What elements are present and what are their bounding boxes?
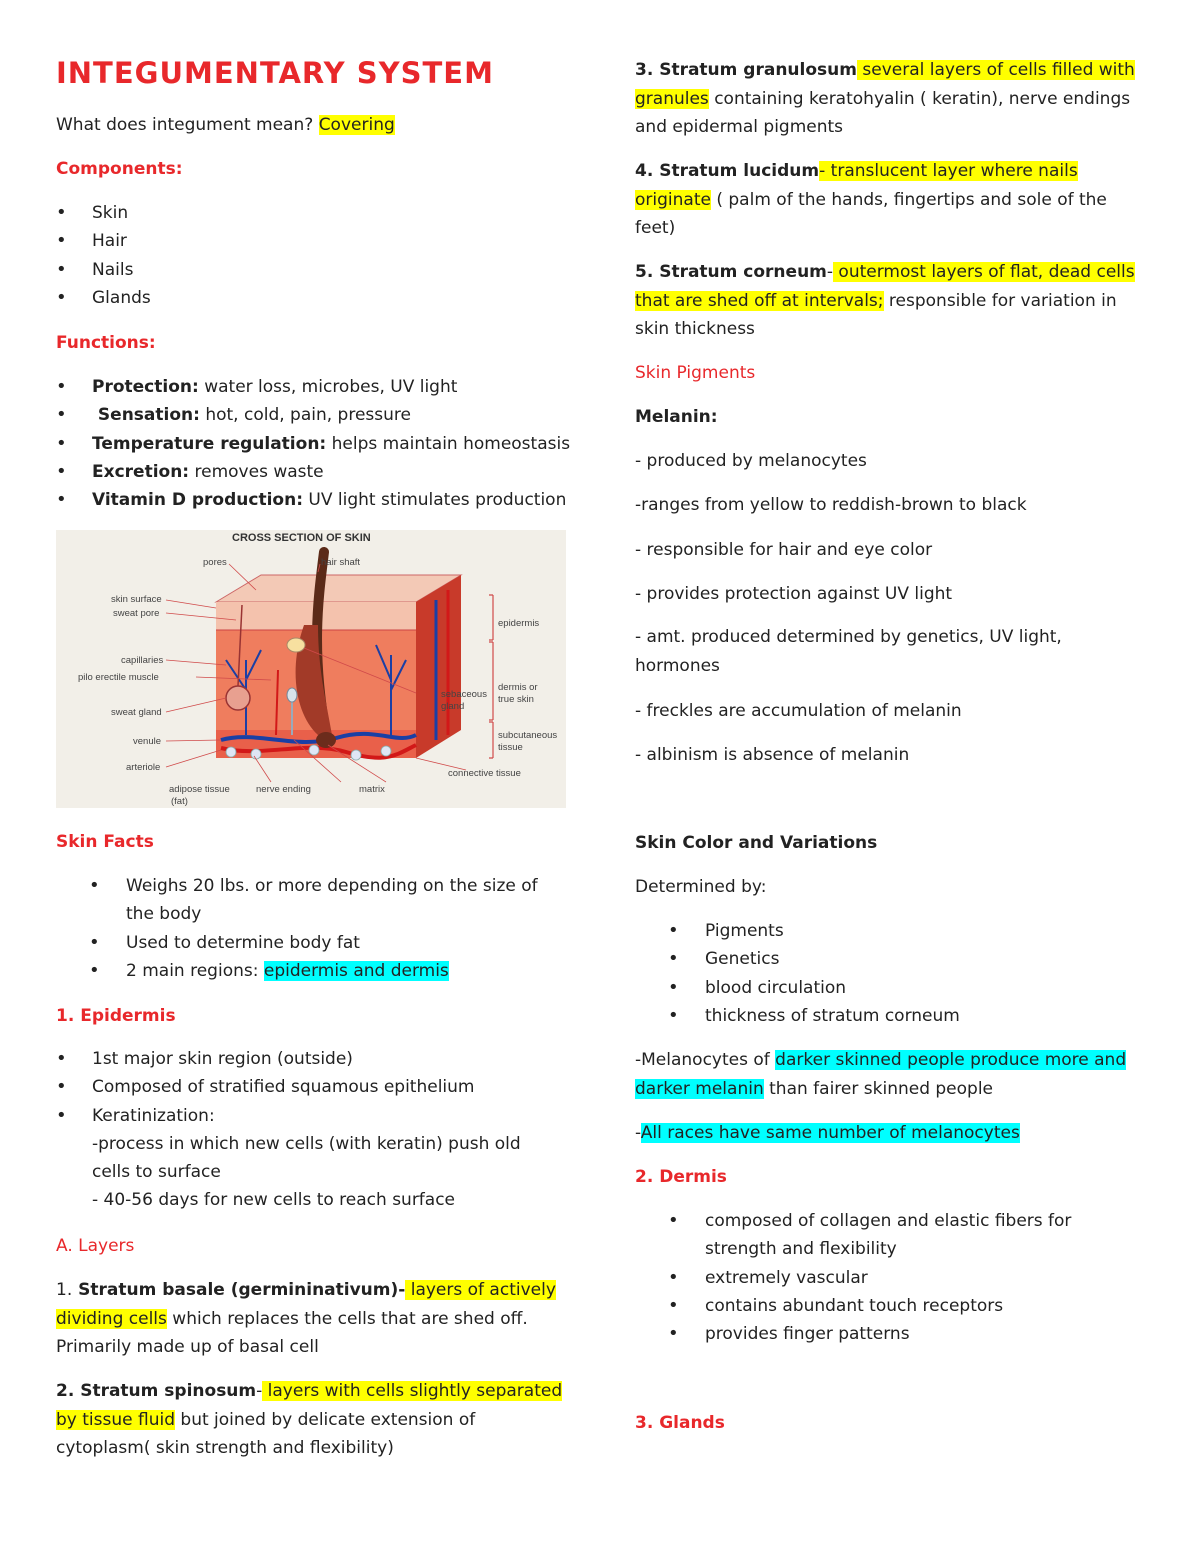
list-item — [56, 401, 576, 429]
list-item: • Skin — [56, 199, 151, 227]
figure-title: CROSS SECTION OF SKIN — [232, 532, 371, 544]
layer-highlight: granules — [635, 88, 709, 109]
determined-by: Determined by: — [635, 877, 767, 897]
melanin-item: - freckles are accumulation of melanin — [635, 701, 962, 721]
layer-number: 1. — [56, 1280, 73, 1300]
question-answer: Covering — [318, 115, 395, 135]
skin-facts-heading: Skin Facts — [56, 832, 154, 852]
components-heading: Components: — [56, 159, 183, 179]
layer-highlight: layers with cells slightly separated — [262, 1381, 563, 1401]
label-epidermis: epidermis — [498, 618, 540, 629]
glands-heading: 3. Glands — [635, 1413, 725, 1433]
list-item: • Used to determine body fat — [56, 929, 566, 957]
fact-highlight: epidermis and dermis — [263, 960, 449, 981]
melanin-item: - amt. produced determined by genetics, UV light, hormones — [635, 627, 1062, 676]
layer-name: 3. Stratum granulosum — [635, 60, 857, 80]
list-item — [56, 373, 576, 401]
function-text: hot, cold, pain, pressure — [199, 405, 411, 426]
layers-heading: A. Layers — [56, 1236, 135, 1256]
list-item: • thickness of stratum corneum — [635, 1002, 1145, 1030]
layer-stratum-lucidum — [635, 157, 1135, 243]
list-item: • provides finger patterns — [635, 1320, 1105, 1348]
list-item — [56, 486, 576, 514]
components-list — [56, 199, 151, 312]
list-item — [56, 1102, 556, 1215]
label-venule: venule — [133, 736, 161, 747]
note-highlight: All races have same number of melanocytes — [640, 1123, 1020, 1143]
layer-stratum-granulosum — [635, 56, 1155, 142]
list-item: • Pigments — [635, 917, 1145, 945]
list-item: • Hair — [56, 227, 151, 255]
note-text: than fairer skinned people — [763, 1078, 994, 1099]
list-item: • blood circulation — [635, 974, 1145, 1002]
page-title: INTEGUMENTARY SYSTEM — [56, 56, 494, 90]
function-label: Temperature regulation: — [92, 433, 327, 454]
layer-stratum-spinosum — [56, 1377, 566, 1463]
layer-description: but joined by delicate extension of cytoplasm( skin strength and flexibility) — [56, 1409, 476, 1459]
label-sebaceous: sebaceous — [441, 689, 487, 700]
label-gland: gland — [441, 701, 465, 712]
layer-highlight: originate — [635, 189, 711, 210]
melanin-heading: Melanin: — [635, 407, 718, 427]
label-tissue: tissue — [498, 742, 523, 753]
layer-description: ( palm of the hands, fingertips and sole of the feet) — [635, 189, 1107, 239]
note-highlight: darker skinned people produce more and — [775, 1050, 1127, 1070]
layer-highlight: that are shed off at intervals; — [635, 290, 884, 311]
layer-stratum-corneum — [635, 258, 1145, 344]
melanin-item: -ranges from yellow to reddish-brown to black — [635, 495, 1027, 515]
layer-highlight: by tissue fluid — [56, 1409, 175, 1430]
functions-heading: Functions: — [56, 333, 156, 353]
label-pilo-erectile: pilo erectile muscle — [78, 672, 159, 683]
layer-name: 2. Stratum spinosum — [56, 1381, 257, 1401]
list-item: • Genetics — [635, 945, 1145, 973]
layer-name: 5. Stratum corneum — [635, 262, 827, 282]
label-sweat-gland: sweat gland — [111, 707, 162, 718]
melanin-item: - provides protection against UV light — [635, 584, 953, 604]
list-item: • Composed of stratified squamous epithelium — [56, 1073, 556, 1101]
label-true-skin: true skin — [498, 694, 534, 705]
label-capillaries: capillaries — [121, 655, 164, 666]
note-highlight: darker melanin — [635, 1078, 764, 1099]
list-item: • composed of collagen and elastic fibers for strength and flexibility — [635, 1207, 1105, 1264]
layer-highlight: dividing cells — [56, 1308, 167, 1329]
list-item — [56, 458, 576, 486]
fact-text: 2 main regions: — [126, 960, 264, 981]
layer-name: 4. Stratum lucidum — [635, 161, 820, 181]
function-label: Sensation: — [92, 405, 200, 426]
layer-description: containing keratohyalin ( keratin), nerve endings and epidermal pigments — [635, 88, 1131, 138]
layer-dash: - — [398, 1280, 406, 1300]
layer-description: which replaces the cells that are shed off. Primarily made up of basal cell — [56, 1308, 528, 1358]
layer-stratum-basale — [56, 1276, 556, 1362]
label-pores: pores — [203, 557, 227, 568]
melanin-item: - responsible for hair and eye color — [635, 540, 933, 560]
list-item: • extremely vascular — [635, 1264, 1105, 1292]
skin-color-list — [635, 917, 1145, 1030]
label-fat: (fat) — [171, 796, 188, 807]
skin-cross-section-figure — [56, 530, 566, 808]
races-note — [635, 1119, 1020, 1147]
functions-list — [56, 373, 576, 514]
label-skin-surface: skin surface — [111, 594, 162, 605]
question-text: What does integument mean? — [56, 115, 314, 135]
label-hair-shaft: hair shaft — [321, 557, 361, 568]
label-sweat-pore: sweat pore — [113, 608, 160, 619]
label-connective-tissue: connective tissue — [448, 768, 521, 779]
list-item: • contains abundant touch receptors — [635, 1292, 1105, 1320]
list-item: • Weighs 20 lbs. or more depending on the size of the body — [56, 872, 566, 929]
layer-dash: - — [826, 262, 834, 282]
skin-diagram — [56, 530, 566, 808]
melanin-item: - albinism is absence of melanin — [635, 745, 910, 765]
list-item: • Nails — [56, 256, 151, 284]
function-text: UV light stimulates production — [303, 490, 567, 511]
layer-dash: - — [256, 1381, 263, 1401]
layer-highlight: - translucent layer where nails — [819, 161, 1078, 181]
layer-highlight: layers of actively — [405, 1280, 556, 1300]
list-item: • 1st major skin region (outside) — [56, 1045, 556, 1073]
label-dermis: dermis or — [498, 682, 538, 693]
keratinization-days: - 40-56 days for new cells to reach surface — [92, 1190, 456, 1211]
label-subcutaneous: subcutaneous — [498, 730, 558, 741]
epidermis-heading: 1. Epidermis — [56, 1006, 176, 1026]
skin-pigments-heading: Skin Pigments — [635, 363, 756, 383]
layer-highlight: several layers of cells filled with — [856, 60, 1135, 80]
epidermis-list — [56, 1045, 556, 1215]
note-dash: - — [635, 1123, 641, 1143]
function-label: Vitamin D production: — [92, 490, 303, 511]
layer-description: responsible for variation in skin thickness — [635, 290, 1117, 340]
note-text: -Melanocytes of — [635, 1050, 776, 1070]
layer-highlight: outermost layers of flat, dead cells — [833, 262, 1135, 282]
dermis-heading: 2. Dermis — [635, 1167, 727, 1187]
layer-name: Stratum basale (germininativum) — [72, 1280, 399, 1300]
keratinization-label: Keratinization: — [92, 1105, 215, 1126]
function-text: water loss, microbes, UV light — [198, 377, 458, 397]
dermis-list — [635, 1207, 1105, 1348]
list-item — [56, 430, 576, 458]
melanin-item: - produced by melanocytes — [635, 451, 867, 471]
function-text: helps maintain homeostasis — [326, 433, 571, 454]
integument-question — [56, 111, 395, 139]
label-arteriole: arteriole — [126, 762, 161, 773]
melanocytes-note — [635, 1046, 1155, 1103]
function-text: removes waste — [189, 461, 324, 482]
skin-facts-list — [56, 872, 566, 985]
list-item: • Glands — [56, 284, 151, 312]
label-nerve-ending: nerve ending — [256, 784, 311, 795]
label-adipose: adipose tissue — [169, 784, 230, 795]
function-label: Excretion: — [92, 461, 190, 482]
list-item — [56, 957, 566, 985]
label-matrix: matrix — [359, 784, 385, 795]
function-label: Protection: — [92, 377, 199, 397]
skin-color-heading: Skin Color and Variations — [635, 833, 878, 853]
keratinization-desc: -process in which new cells (with keratin) push old cells to surface — [92, 1133, 521, 1183]
